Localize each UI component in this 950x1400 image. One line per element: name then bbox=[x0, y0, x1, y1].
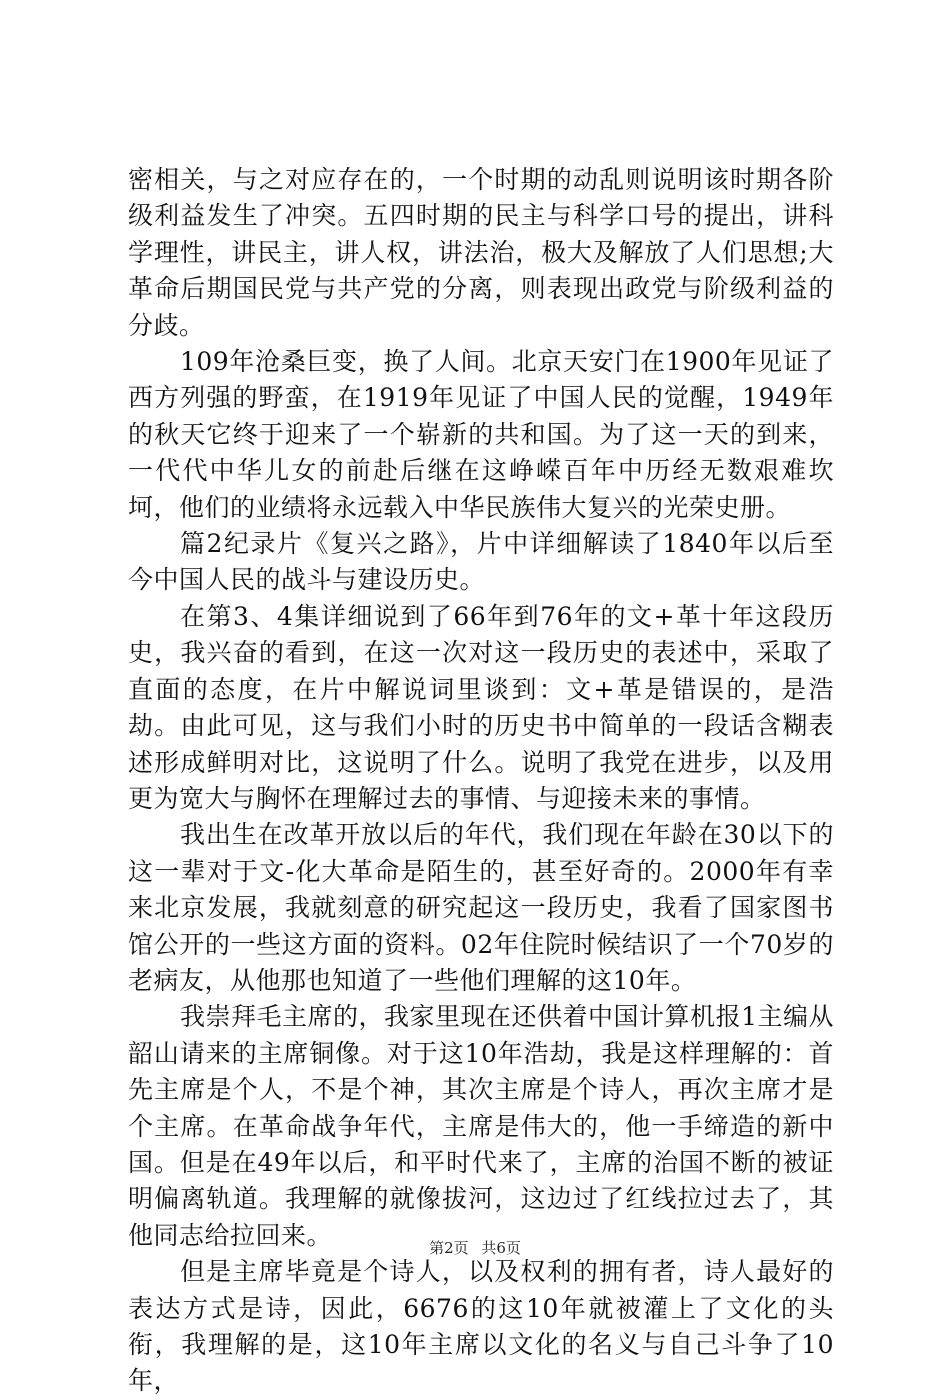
paragraph-2: 109年沧桑巨变，换了人间。北京天安门在1900年见证了西方列强的野蛮，在1919年见证了中国人民的觉醒，1949年的秋天它终于迎来了一个崭新的共和国。为了这一天的到来，一代代中华儿女的前赴后继在这峥嵘百年中历经无数艰难坎坷，他们的业绩将永远载入中华民族伟大复兴的光荣史册。 bbox=[128, 347, 834, 522]
paragraph-3: 篇2纪录片《复兴之路》，片中详细解读了1840年以后至今中国人民的战斗与建设历史。 bbox=[128, 529, 834, 595]
paragraph-4: 在第3、4集详细说到了66年到76年的文+革十年这段历史，我兴奋的看到，在这一次对这一段历史的表述中，采取了直面的态度，在片中解说词里谈到：文+革是错误的，是浩劫。由此可见，这与我们小时的历史书中简单的一段话含糊表述形成鲜明对比，这说明了什么。说明了我党在进步，以及用更为宽大与胸怀在理解过去的事情、与迎接未来的事情。 bbox=[128, 601, 834, 813]
paragraph-7: 但是主席毕竟是个诗人，以及权利的拥有者，诗人最好的表达方式是诗，因此，6676的这10年就被灌上了文化的头衔，我理解的是，这10年主席以文化的名义与自己斗争了10年， bbox=[128, 1257, 834, 1396]
page-total: 共6页 bbox=[481, 1239, 521, 1257]
page-number: 第2页 bbox=[429, 1239, 469, 1257]
paragraph-1: 密相关，与之对应存在的，一个时期的动乱则说明该时期各阶级利益发生了冲突。五四时期的民主与科学口号的提出，讲科学理性，讲民主，讲人权，讲法治，极大及解放了人们思想;大革命后期国民党与共产党的分离，则表现出政党与阶级利益的分歧。 bbox=[128, 165, 834, 340]
page-footer bbox=[0, 1238, 950, 1258]
paragraph-5: 我出生在改革开放以后的年代，我们现在年龄在30以下的这一辈对于文-化大革命是陌生的，甚至好奇的。2000年有幸来北京发展，我就刻意的研究起这一段历史，我看了国家图书馆公开的一些这方面的资料。02年住院时候结识了一个70岁的老病友，从他那也知道了一些他们理解的这10年。 bbox=[128, 820, 834, 995]
document-body bbox=[128, 162, 834, 1400]
paragraph-6: 我崇拜毛主席的，我家里现在还供着中国计算机报1主编从韶山请来的主席铜像。对于这10年浩劫，我是这样理解的：首先主席是个人，不是个神，其次主席是个诗人，再次主席才是个主席。在革命战争年代，主席是伟大的，他一手缔造的新中国。但是在49年以后，和平时代来了，主席的治国不断的被证明偏离轨道。我理解的就像拔河，这边过了红线拉过去了，其他同志给拉回来。 bbox=[128, 1002, 834, 1250]
